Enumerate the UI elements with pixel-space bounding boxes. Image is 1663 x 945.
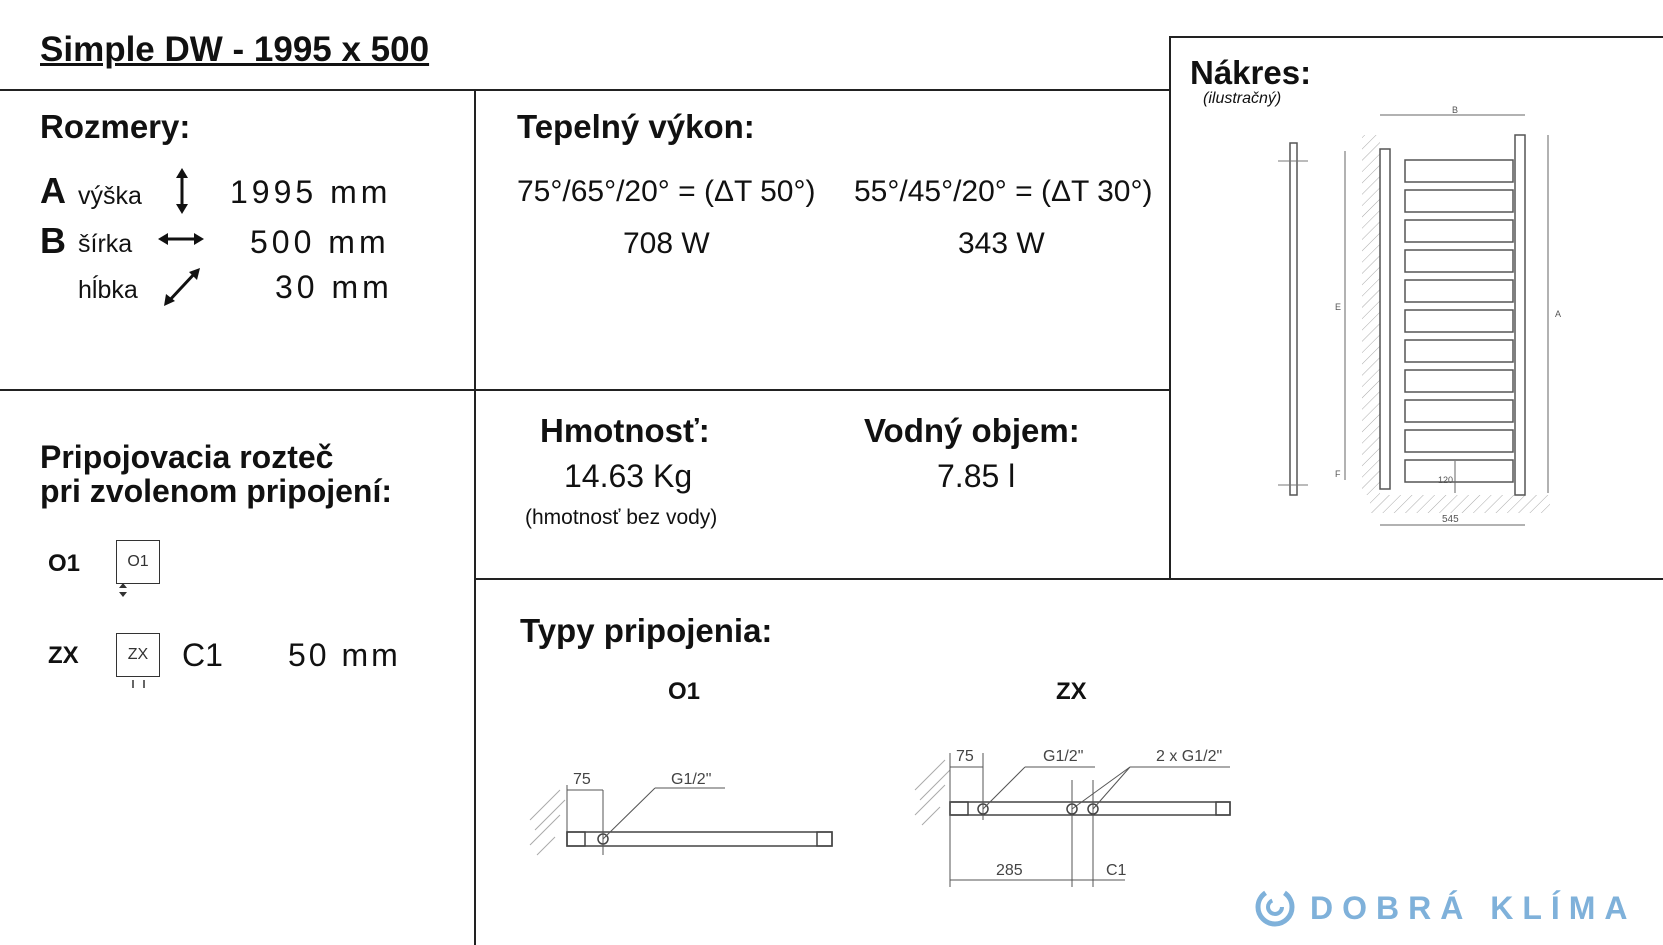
radiator-bar <box>1405 400 1513 422</box>
radiator-bar <box>1405 190 1513 212</box>
water-heading: Vodný objem: <box>864 412 1080 449</box>
o1-dim-label: 75 <box>573 771 591 788</box>
zx-dim2-label: 285 <box>996 862 1023 879</box>
connection-o1-diagram <box>525 760 845 870</box>
weight-value: 14.63 Kg <box>564 458 693 494</box>
dimension-name: hĺbka <box>78 276 138 304</box>
connection-zx-box-label: ZX <box>127 646 149 663</box>
heat-output-value-2: 343 W <box>958 227 1045 260</box>
dimension-name: šírka <box>78 230 133 258</box>
connection-zx-c-label: C1 <box>182 637 223 673</box>
zx-dim-label: 75 <box>956 748 974 765</box>
drawing-label-e: E <box>1335 302 1342 312</box>
radiator-bar <box>1405 160 1513 182</box>
radiator-bar <box>1405 460 1513 482</box>
connection-spacing-heading-line1: Pripojovacia rozteč <box>40 439 334 475</box>
divider-middle <box>0 389 1170 391</box>
dimension-value: 30 mm <box>275 269 393 305</box>
zx-thread2-label: 2 x G1/2" <box>1156 748 1223 765</box>
dimension-letter: A <box>40 170 66 211</box>
heat-output-label-1: 75°/65°/20° = (ΔT 50°) <box>517 175 816 208</box>
heat-output-label-2: 55°/45°/20° = (ΔT 30°) <box>854 175 1153 208</box>
connection-code-o1: O1 <box>48 550 81 577</box>
dimension-letter: B <box>40 220 66 261</box>
connection-o1-box-label: O1 <box>127 553 149 570</box>
heat-output-heading: Tepelný výkon: <box>517 108 755 145</box>
weight-note: (hmotnosť bez vody) <box>525 506 718 529</box>
divider-drawing-top <box>1169 36 1663 38</box>
connection-spacing-heading-line2: pri zvolenom pripojení: <box>40 473 393 509</box>
radiator-bar <box>1405 370 1513 392</box>
small-double-arrow-icon <box>118 583 128 597</box>
heat-output-value-1: 708 W <box>623 227 710 260</box>
divider-left-column <box>474 89 476 945</box>
brand-name: DOBRÁ KLÍMA <box>1310 890 1637 926</box>
radiator-bar <box>1405 430 1513 452</box>
diagonal-arrow-icon <box>162 266 202 308</box>
dimension-row-width <box>40 218 440 262</box>
dimension-value: 1995 mm <box>230 174 392 210</box>
zx-thread-label: G1/2" <box>1043 748 1084 765</box>
water-value: 7.85 l <box>937 458 1016 494</box>
vertical-arrow-icon <box>170 168 194 214</box>
connection-zx-diagram <box>910 735 1240 895</box>
connection-types-heading: Typy pripojenia: <box>520 612 773 649</box>
dimension-row-height <box>40 168 440 212</box>
divider-lower <box>474 578 1663 580</box>
page-title: Simple DW - 1995 x 500 <box>40 30 430 69</box>
connection-type-o1-label: O1 <box>668 678 701 705</box>
weight-heading: Hmotnosť: <box>540 412 710 449</box>
drawing-label-b: B <box>1452 105 1459 115</box>
drawing-subheading: (ilustračný) <box>1203 90 1282 107</box>
dimension-row-depth <box>40 266 440 312</box>
radiator-bar <box>1405 250 1513 272</box>
drawing-label-120: 120 <box>1438 475 1454 485</box>
zx-pipe-marks-icon <box>130 680 150 690</box>
dimension-value: 500 mm <box>250 224 390 260</box>
connection-zx-value: 50 mm <box>288 637 401 673</box>
connection-o1-icon <box>116 540 160 584</box>
divider-top <box>0 89 1170 91</box>
drawing-heading: Nákres: <box>1190 54 1312 91</box>
zx-c-label: C1 <box>1106 862 1127 879</box>
dimension-name: výška <box>78 182 142 210</box>
connection-code-zx: ZX <box>48 642 79 669</box>
brand-logo-icon <box>1254 886 1296 928</box>
connection-spacing-heading <box>40 440 392 508</box>
dimensions-heading: Rozmery: <box>40 108 191 145</box>
connection-type-zx-label: ZX <box>1056 678 1087 705</box>
drawing-label-f: F <box>1335 469 1341 479</box>
radiator-drawing <box>1270 105 1570 575</box>
divider-drawing-left <box>1169 36 1171 579</box>
radiator-bar <box>1405 340 1513 362</box>
o1-thread-label: G1/2" <box>671 771 712 788</box>
radiator-bar <box>1405 310 1513 332</box>
radiator-bar <box>1405 280 1513 302</box>
drawing-label-545: 545 <box>1442 514 1459 525</box>
radiator-bar <box>1405 220 1513 242</box>
connection-zx-icon <box>116 633 160 677</box>
horizontal-arrow-icon <box>158 229 204 249</box>
drawing-label-a: A <box>1555 309 1562 319</box>
